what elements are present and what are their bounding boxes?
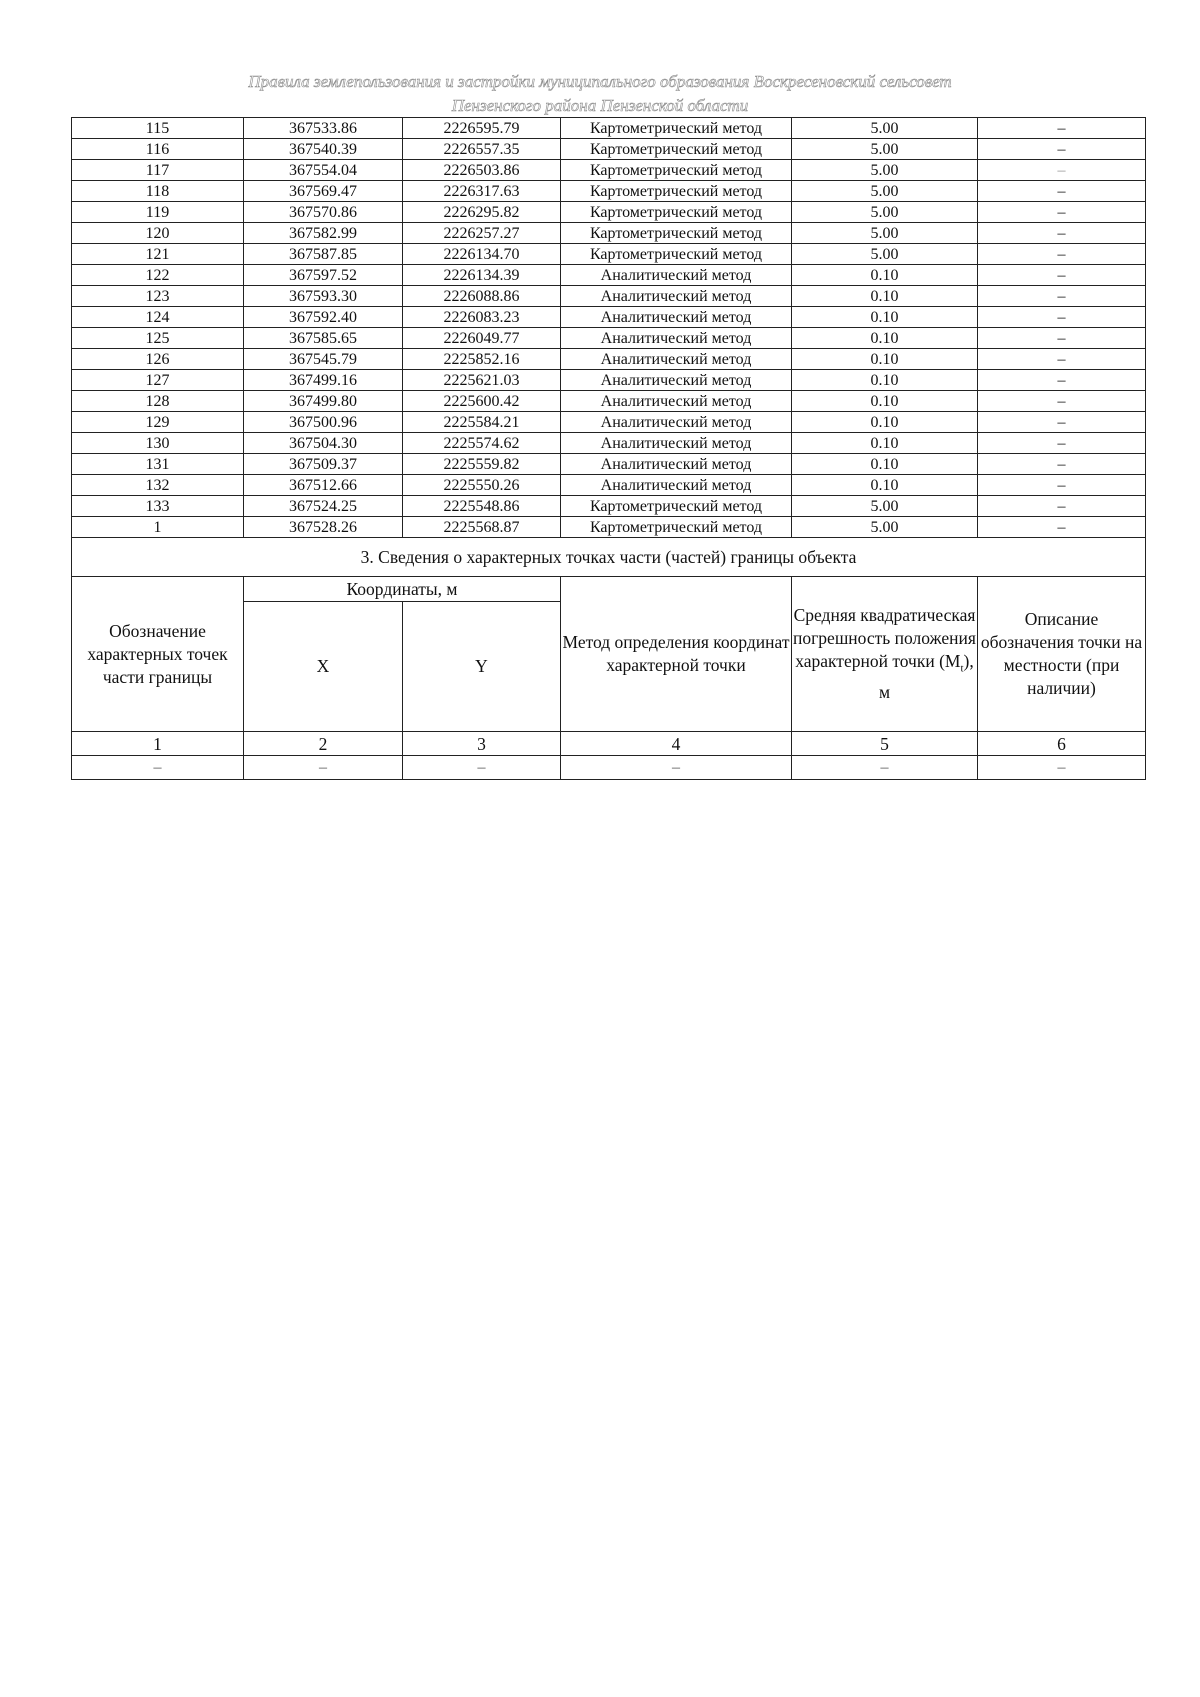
cell-coord-x: 367592.40: [244, 307, 403, 328]
col-header-error-text: Средняя квадратическая погрешность положения характерной точки $(M_t)$, м: [793, 605, 976, 702]
empty-cell-4: –: [561, 756, 792, 780]
cell-coord-y: 2226088.86: [403, 286, 561, 307]
cell-method: Аналитический метод: [561, 412, 792, 433]
cell-error: 5.00: [792, 160, 978, 181]
cell-description: –: [978, 412, 1146, 433]
cell-description: –: [978, 370, 1146, 391]
cell-coord-y: 2226595.79: [403, 118, 561, 139]
col-num-6: 6: [978, 732, 1146, 756]
cell-coord-x: 367500.96: [244, 412, 403, 433]
cell-point-number: 126: [72, 349, 244, 370]
cell-description: –: [978, 181, 1146, 202]
table-row: [72, 517, 1146, 538]
table-row: [72, 454, 1146, 475]
cell-coord-y: 2225568.87: [403, 517, 561, 538]
cell-error: 0.10: [792, 412, 978, 433]
cell-error: 0.10: [792, 475, 978, 496]
cell-error: 5.00: [792, 118, 978, 139]
table-row: [72, 118, 1146, 139]
cell-coord-y: 2226134.70: [403, 244, 561, 265]
cell-error: 0.10: [792, 454, 978, 475]
table-row: [72, 475, 1146, 496]
cell-description: –: [978, 517, 1146, 538]
table-row: [72, 139, 1146, 160]
cell-description: –: [978, 433, 1146, 454]
cell-coord-y: 2225548.86: [403, 496, 561, 517]
cell-method: Аналитический метод: [561, 433, 792, 454]
cell-coord-x: 367570.86: [244, 202, 403, 223]
cell-coord-y: 2225550.26: [403, 475, 561, 496]
cell-error: 5.00: [792, 517, 978, 538]
empty-row: [72, 756, 1146, 780]
cell-error: 0.10: [792, 307, 978, 328]
table-row: [72, 496, 1146, 517]
cell-error: 5.00: [792, 244, 978, 265]
cell-method: Картометрический метод: [561, 139, 792, 160]
empty-cell-2: –: [244, 756, 403, 780]
col-num-4: 4: [561, 732, 792, 756]
cell-description: –: [978, 328, 1146, 349]
empty-cell-5: –: [792, 756, 978, 780]
cell-coord-x: 367524.25: [244, 496, 403, 517]
cell-method: Аналитический метод: [561, 286, 792, 307]
cell-method: Картометрический метод: [561, 160, 792, 181]
cell-point-number: 121: [72, 244, 244, 265]
col-num-5: 5: [792, 732, 978, 756]
cell-coord-y: 2226083.23: [403, 307, 561, 328]
col-header-coordinates: Координаты, м: [244, 577, 561, 602]
table-row: [72, 286, 1146, 307]
cell-coord-x: 367587.85: [244, 244, 403, 265]
cell-error: 0.10: [792, 265, 978, 286]
cell-coord-x: 367554.04: [244, 160, 403, 181]
cell-coord-x: 367593.30: [244, 286, 403, 307]
col-num-2: 2: [244, 732, 403, 756]
cell-error: 0.10: [792, 391, 978, 412]
cell-method: Картометрический метод: [561, 223, 792, 244]
cell-coord-x: 367533.86: [244, 118, 403, 139]
table-row: [72, 307, 1146, 328]
document-header: [0, 70, 1200, 118]
cell-description: –: [978, 496, 1146, 517]
cell-coord-y: 2225584.21: [403, 412, 561, 433]
cell-coord-y: 2225852.16: [403, 349, 561, 370]
cell-error: 0.10: [792, 349, 978, 370]
cell-point-number: 128: [72, 391, 244, 412]
section-3: [72, 538, 1146, 780]
empty-cell-6: –: [978, 756, 1146, 780]
cell-description: –: [978, 244, 1146, 265]
col-header-x: X: [244, 602, 403, 732]
cell-point-number: 119: [72, 202, 244, 223]
cell-method: Картометрический метод: [561, 202, 792, 223]
cell-coord-x: 367540.39: [244, 139, 403, 160]
cell-error: 0.10: [792, 370, 978, 391]
cell-description: –: [978, 118, 1146, 139]
cell-coord-y: 2226295.82: [403, 202, 561, 223]
table-row: [72, 412, 1146, 433]
cell-coord-y: 2225621.03: [403, 370, 561, 391]
section-3-title: 3. Сведения о характерных точках части (частей) границы объекта: [72, 538, 1146, 577]
cell-description: –: [978, 307, 1146, 328]
header-line-1: Правила землепользования и застройки муниципального образования Воскресеновский сельсовет: [248, 72, 952, 91]
empty-cell-1: –: [72, 756, 244, 780]
cell-coord-x: 367504.30: [244, 433, 403, 454]
table-row: [72, 223, 1146, 244]
table-row: [72, 265, 1146, 286]
cell-point-number: 127: [72, 370, 244, 391]
cell-coord-y: 2226557.35: [403, 139, 561, 160]
cell-method: Картометрический метод: [561, 118, 792, 139]
cell-coord-x: 367499.16: [244, 370, 403, 391]
col-header-y: Y: [403, 602, 561, 732]
cell-coord-x: 367512.66: [244, 475, 403, 496]
col-header-designation: Обозначение характерных точек части границы: [72, 577, 244, 732]
cell-error: 5.00: [792, 181, 978, 202]
cell-coord-x: 367528.26: [244, 517, 403, 538]
cell-description: –: [978, 139, 1146, 160]
cell-error: 5.00: [792, 202, 978, 223]
cell-method: Аналитический метод: [561, 475, 792, 496]
table-row: [72, 370, 1146, 391]
boundary-points-table: [71, 117, 1146, 780]
cell-coord-y: 2225559.82: [403, 454, 561, 475]
cell-point-number: 120: [72, 223, 244, 244]
cell-description: –: [978, 223, 1146, 244]
table-row: [72, 328, 1146, 349]
cell-method: Аналитический метод: [561, 349, 792, 370]
cell-point-number: 132: [72, 475, 244, 496]
cell-coord-x: 367545.79: [244, 349, 403, 370]
cell-method: Аналитический метод: [561, 265, 792, 286]
cell-coord-y: 2226503.86: [403, 160, 561, 181]
col-num-3: 3: [403, 732, 561, 756]
table-row: [72, 160, 1146, 181]
cell-method: Картометрический метод: [561, 496, 792, 517]
cell-coord-x: 367499.80: [244, 391, 403, 412]
cell-description: –: [978, 391, 1146, 412]
cell-coord-x: 367585.65: [244, 328, 403, 349]
cell-point-number: 124: [72, 307, 244, 328]
data-rows: [72, 118, 1146, 538]
cell-description: –: [978, 160, 1146, 181]
col-header-error: [792, 577, 978, 732]
cell-description: –: [978, 265, 1146, 286]
cell-point-number: 129: [72, 412, 244, 433]
cell-method: Картометрический метод: [561, 244, 792, 265]
empty-cell-3: –: [403, 756, 561, 780]
cell-point-number: 1: [72, 517, 244, 538]
col-header-description: Описание обозначения точки на местности (при наличии): [978, 577, 1146, 732]
cell-point-number: 131: [72, 454, 244, 475]
column-numbers-row: [72, 732, 1146, 756]
cell-coord-x: 367597.52: [244, 265, 403, 286]
cell-coord-x: 367509.37: [244, 454, 403, 475]
cell-coord-y: 2226257.27: [403, 223, 561, 244]
cell-error: 5.00: [792, 139, 978, 160]
cell-description: –: [978, 286, 1146, 307]
cell-coord-y: 2225600.42: [403, 391, 561, 412]
cell-error: 0.10: [792, 328, 978, 349]
col-header-method: Метод определения координат характерной точки: [561, 577, 792, 732]
table-row: [72, 181, 1146, 202]
cell-method: Аналитический метод: [561, 370, 792, 391]
cell-coord-y: 2226134.39: [403, 265, 561, 286]
cell-point-number: 123: [72, 286, 244, 307]
cell-method: Аналитический метод: [561, 391, 792, 412]
cell-error: 5.00: [792, 496, 978, 517]
cell-point-number: 133: [72, 496, 244, 517]
cell-point-number: 130: [72, 433, 244, 454]
cell-coord-y: 2226049.77: [403, 328, 561, 349]
cell-point-number: 118: [72, 181, 244, 202]
cell-point-number: 115: [72, 118, 244, 139]
cell-point-number: 125: [72, 328, 244, 349]
cell-method: Картометрический метод: [561, 517, 792, 538]
table-row: [72, 202, 1146, 223]
cell-coord-y: 2225574.62: [403, 433, 561, 454]
cell-description: –: [978, 454, 1146, 475]
col-num-1: 1: [72, 732, 244, 756]
cell-point-number: 116: [72, 139, 244, 160]
table-row: [72, 391, 1146, 412]
header-line-2: Пензенского района Пензенской области: [451, 96, 749, 115]
cell-method: Аналитический метод: [561, 328, 792, 349]
cell-coord-x: 367582.99: [244, 223, 403, 244]
cell-error: 0.10: [792, 433, 978, 454]
cell-coord-y: 2226317.63: [403, 181, 561, 202]
table-row: [72, 433, 1146, 454]
cell-error: 5.00: [792, 223, 978, 244]
cell-description: –: [978, 202, 1146, 223]
cell-point-number: 117: [72, 160, 244, 181]
cell-method: Аналитический метод: [561, 307, 792, 328]
cell-method: Картометрический метод: [561, 181, 792, 202]
cell-description: –: [978, 349, 1146, 370]
cell-point-number: 122: [72, 265, 244, 286]
cell-description: –: [978, 475, 1146, 496]
table-row: [72, 244, 1146, 265]
cell-error: 0.10: [792, 286, 978, 307]
table-row: [72, 349, 1146, 370]
cell-method: Аналитический метод: [561, 454, 792, 475]
cell-coord-x: 367569.47: [244, 181, 403, 202]
